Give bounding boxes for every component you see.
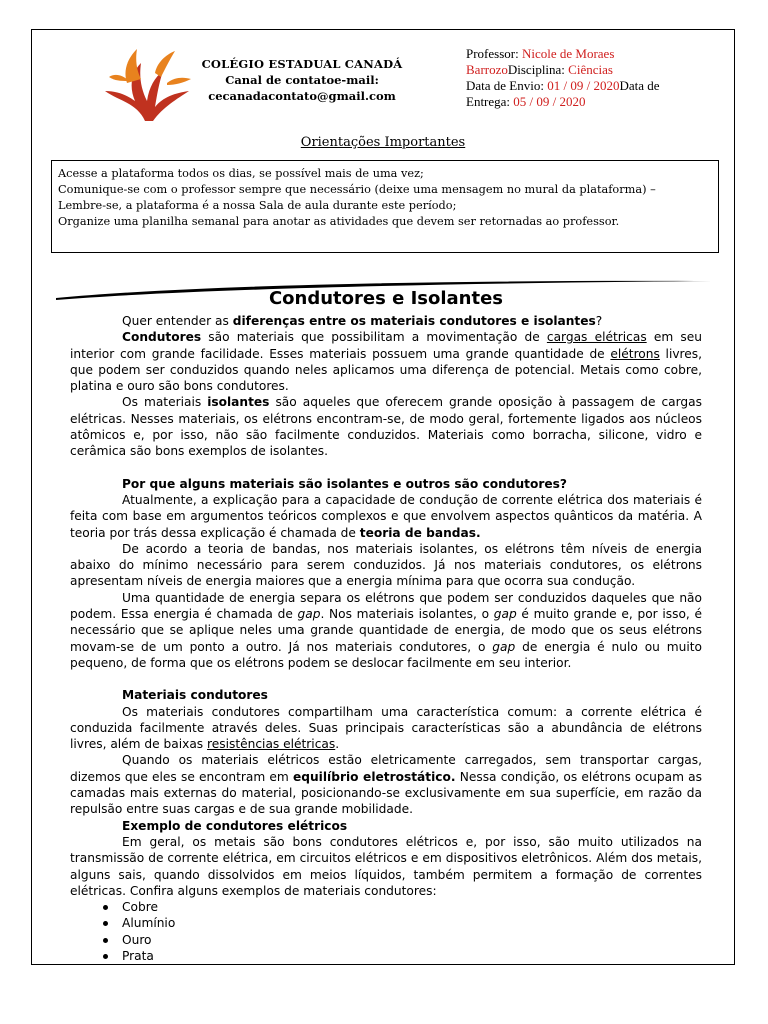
bullet-icon <box>103 954 108 959</box>
orientations-box <box>51 160 719 253</box>
contact-email: cecanadacontato@gmail.com <box>208 89 396 103</box>
bullet-icon <box>103 921 108 926</box>
orientation-line: Lembre-se, a plataforma é a nossa Sala de aula durante este período; <box>58 199 457 212</box>
list-item: Ouro <box>70 932 702 948</box>
section-heading-examples: Exemplo de condutores elétricos <box>122 818 348 833</box>
orientations-title: Orientações Importantes <box>300 135 466 150</box>
insulators-paragraph: Os materiais isolantes são aqueles que oferecem grande oposição à passagem de cargas elétricas. Nesses materiais, os elétrons encontram-se, de modo geral, fortemente ligados aos núcleos atômicos e, por isso, não são facilmente conduzidos. Materiais como borracha, silicone, vidro e cerâmica são bons exemplos de isolantes. <box>70 395 702 459</box>
article-content <box>70 288 702 964</box>
link-cargas-eletricas[interactable]: cargas elétricas <box>546 330 647 345</box>
bullet-icon <box>103 938 108 943</box>
article-title: Condutores e Isolantes <box>268 288 504 309</box>
orientation-line: Organize uma planilha semanal para anotar as atividades que devem ser retornadas ao professor. <box>58 215 620 228</box>
professor-name: Nicole de Moraes <box>521 46 615 61</box>
section-heading-why: Por que alguns materiais são isolantes e outros são condutores? <box>122 476 567 491</box>
list-item: Cobre <box>70 899 702 915</box>
link-eletrons[interactable]: elétrons <box>610 346 660 361</box>
list-item: Alumínio <box>70 915 702 931</box>
discipline-label: Disciplina: <box>507 62 565 77</box>
link-resistencias-eletricas[interactable]: resistências elétricas <box>207 737 336 752</box>
sent-date: 01 / 09 / 2020 <box>547 78 620 93</box>
professor-label: Professor: <box>466 46 519 61</box>
school-name: COLÉGIO ESTADUAL CANADÁ <box>201 57 403 71</box>
conductor-materials-paragraph: Os materiais condutores compartilham uma característica comum: a corrente elétrica é conduzida facilmente através deles. Suas principais características são a abundância de elétrons livres, além de baixas resistências elétricas. <box>70 704 702 752</box>
gap-paragraph: Uma quantidade de energia separa os elétrons que podem ser conduzidos daqueles que não podem. Essa energia é chamada de gap. Nos materiais isolantes, o gap é muito grande e, por isso, é necessário que se aplique neles uma grande quantidade de energia, de modo que os seus elétrons movam-se de um ponto a outro. Já nos materiais condutores, o gap de energia é nulo ou muito pequeno, de forma que os elétrons podem se deslocar facilmente em seu interior. <box>70 590 702 670</box>
school-logo-flame-leaf <box>97 43 197 125</box>
electrostatic-paragraph: Quando os materiais elétricos estão eletricamente carregados, sem transportar cargas, dizemos que eles se encontram em equilíbrio eletrostático. Nessa condição, os elétrons ocupam as camadas mais externas do material, posicionando-se exclusivamente em sua superfície, em razão da repulsão entre suas cargas e de sua grande mobilidade. <box>70 753 702 817</box>
orientation-line: Comunique-se com o professor sempre que necessário (deixe uma mensagem no mural da plataforma) – <box>58 183 656 196</box>
discipline-value: Ciências <box>568 62 613 77</box>
intro-paragraph: Quer entender as diferenças entre os materiais condutores e isolantes? <box>122 314 603 328</box>
conductors-paragraph: Condutores são materiais que possibilitam a movimentação de cargas elétricas em seu interior com grande facilidade. Esses materiais possuem uma grande quantidade de elétrons livres, que podem ser conduzidos quando neles aplicamos uma diferença de potencial. Metais como cobre, platina e ouro são bons condutores. <box>70 330 703 394</box>
sent-label: Data de Envio: <box>466 78 544 93</box>
due-label-2: Entrega: <box>466 94 511 109</box>
teacher-info <box>466 46 716 110</box>
document-page <box>31 29 735 965</box>
section-heading-conductors: Materiais condutores <box>122 688 268 703</box>
due-date: 05 / 09 / 2020 <box>513 94 586 109</box>
examples-list <box>70 899 702 964</box>
bullet-icon <box>103 905 108 910</box>
examples-paragraph: Em geral, os metais são bons condutores elétricos e, por isso, são muito utilizados na transmissão de corrente elétrica, em circuitos elétricos e em dispositivos eletrônicos. Além dos metais, alguns sais, quando dissolvidos em meios líquidos, também permitem a formação de correntes elétricas. Confira alguns exemplos de materiais condutores: <box>70 834 702 898</box>
contact-label: Canal de contatoe-mail: <box>225 73 379 87</box>
orientation-line: Acesse a plataforma todos os dias, se possível mais de uma vez; <box>58 167 424 180</box>
school-info <box>192 56 412 104</box>
professor-surname: Barrozo <box>466 62 508 77</box>
due-label-1: Data de <box>619 78 660 93</box>
band-theory-paragraph: Atualmente, a explicação para a capacidade de condução de corrente elétrica dos materiais é feita com base em argumentos teóricos complexos e que envolvem aspectos quânticos da matéria. A teoria por trás dessa explicação é chamada de teoria de bandas. <box>70 492 702 540</box>
list-item: Prata <box>70 948 702 964</box>
band-levels-paragraph: De acordo a teoria de bandas, nos materiais isolantes, os elétrons têm níveis de energia abaixo do mínimo necessário para serem conduzidos. Já nos materiais condutores, os elétrons apresentam níveis de energia maiores que a energia mínima para que ocorra sua condução. <box>70 541 702 589</box>
